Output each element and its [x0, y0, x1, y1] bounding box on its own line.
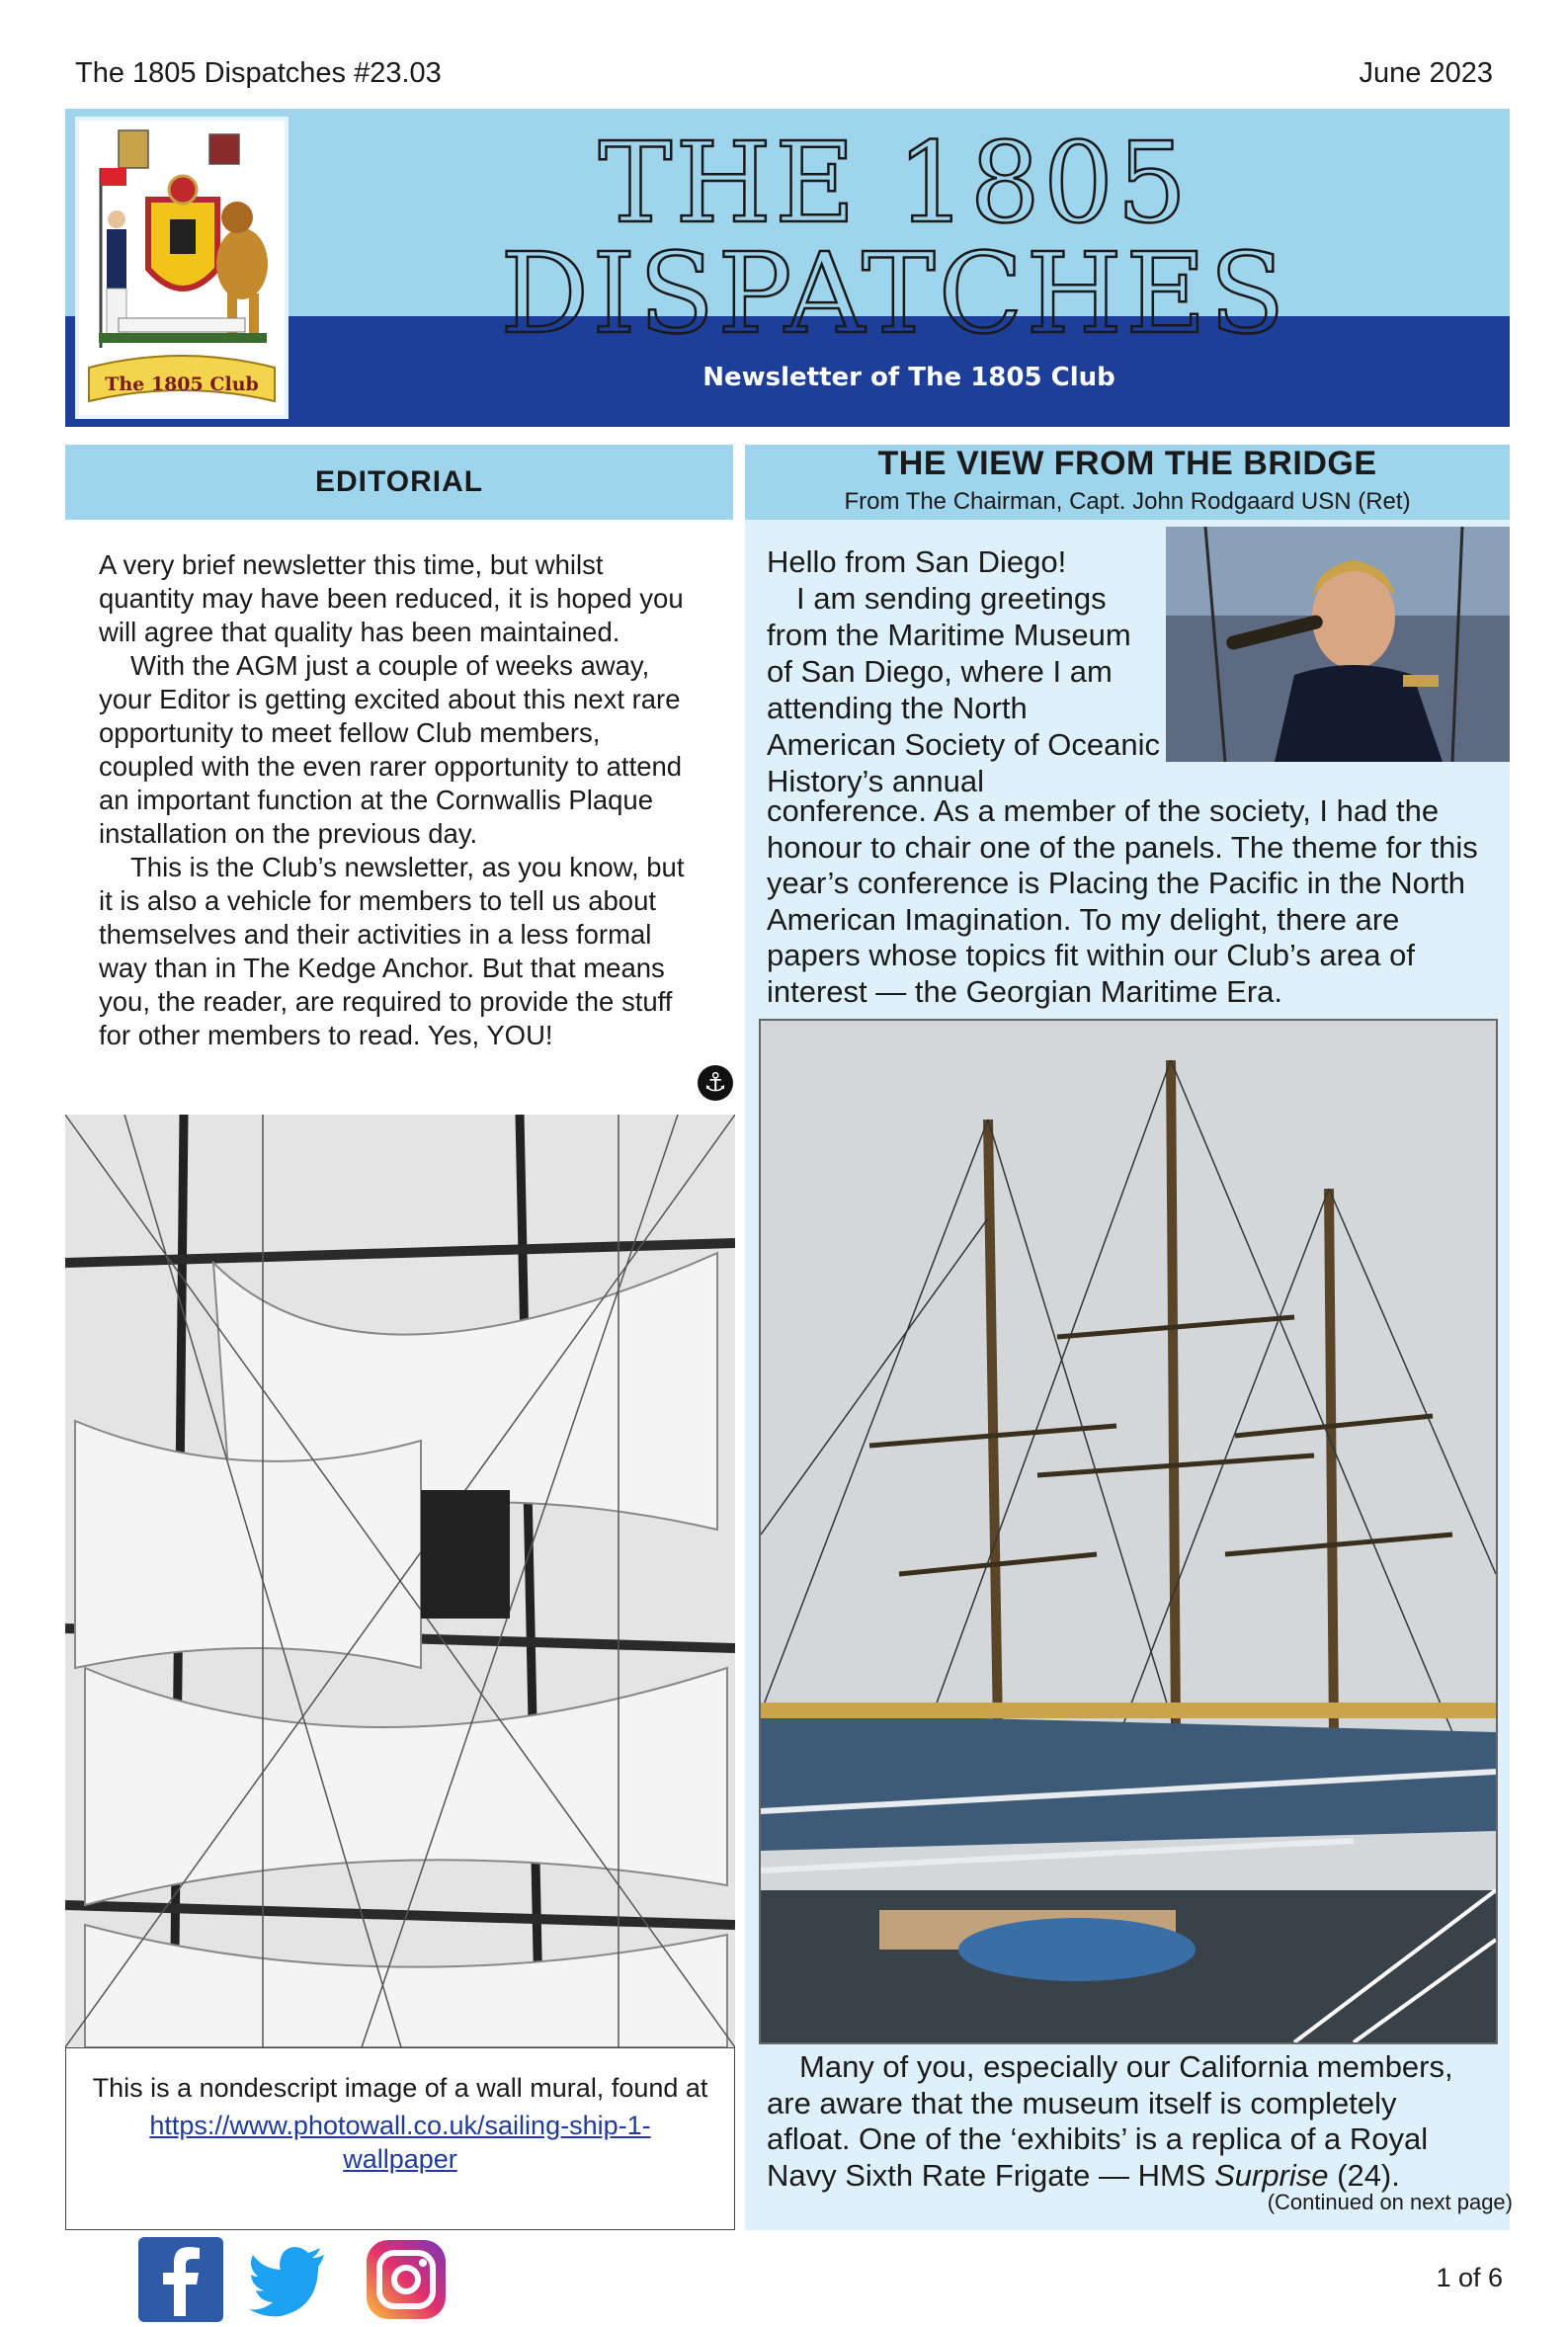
- editorial-paragraph: This is the Club’s newsletter, as you know, but it is also a vehicle for members to tell us about themselves and their activities in a less formal way than in The Kedge Anchor. But that means you, the reader, are required to provide the stuff for other members to read. Yes, YOU!: [99, 852, 685, 1050]
- bridge-heading: THE VIEW FROM THE BRIDGE: [877, 445, 1377, 482]
- bridge-greeting: Hello from San Diego!: [767, 544, 1067, 579]
- bridge-intro-paragraph: I am sending greetings from the Maritime Museum of San Diego, where I am attending the North American Society of Oceanic History’s annual: [767, 581, 1161, 798]
- page-number: 1 of 6: [1436, 2263, 1503, 2292]
- editorial-paragraph: With the AGM just a couple of weeks away, your Editor is getting excited about this next rare opportunity to meet fellow Club members, coupled with the even rarer opportunity to attend an important function at the Cornwallis Plaque installation on the previous day.: [99, 650, 683, 849]
- editorial-heading: EDITORIAL: [314, 465, 484, 498]
- bridge-byline: From The Chairman, Capt. John Rodgaard USN (Ret): [844, 488, 1411, 515]
- bridge-paragraph: conference. As a member of the society, I had the honour to chair one of the panels. The theme for this year’s conference is Placing the Pacific in the North American Imagination. To my delight, there are papers whose topics fit within our Club’s area of interest — the Georgian Maritime Era.: [767, 793, 1478, 1009]
- mural-source-link[interactable]: https://www.photowall.co.uk/sailing-ship-1-wallpaper: [149, 2111, 651, 2174]
- svg-text:The 1805 Club: The 1805 Club: [105, 374, 259, 395]
- continued-note: (Continued on next page): [1267, 2190, 1513, 2214]
- anchor-icon: ⚓: [698, 1065, 733, 1101]
- bridge-closing-paragraph: Many of you, especially our California members, are aware that the museum itself is completely afloat. One of the ‘exhibits’ is a replica of a Royal Navy Sixth Rate Frigate — HMS Surprise (24).: [767, 2049, 1453, 2193]
- mural-caption: This is a nondescript image of a wall mural, found at: [92, 2073, 708, 2103]
- facebook-icon[interactable]: [138, 2237, 223, 2322]
- ship-name: Surprise: [1214, 2157, 1329, 2193]
- masthead-subtitle: Newsletter of The 1805 Club: [702, 363, 1115, 392]
- editorial-body: [99, 548, 701, 1052]
- club-crest: [75, 117, 289, 419]
- masthead-title: THE 1805 DISPATCHES: [500, 120, 1288, 359]
- running-header-date: June 2023: [1359, 57, 1493, 89]
- twitter-icon[interactable]: [245, 2237, 330, 2322]
- bridge-intro: [767, 543, 1162, 799]
- instagram-icon[interactable]: [364, 2237, 449, 2322]
- captain-portrait-image: [1166, 527, 1510, 762]
- running-header-issue: The 1805 Dispatches #23.03: [75, 57, 442, 89]
- sailing-ship-mural-image: [65, 1115, 735, 2047]
- hms-surprise-photo: [759, 1019, 1498, 2044]
- editorial-paragraph: A very brief newsletter this time, but whilst quantity may have been reduced, it is hoped you will agree that quality has been maintained.: [99, 549, 684, 647]
